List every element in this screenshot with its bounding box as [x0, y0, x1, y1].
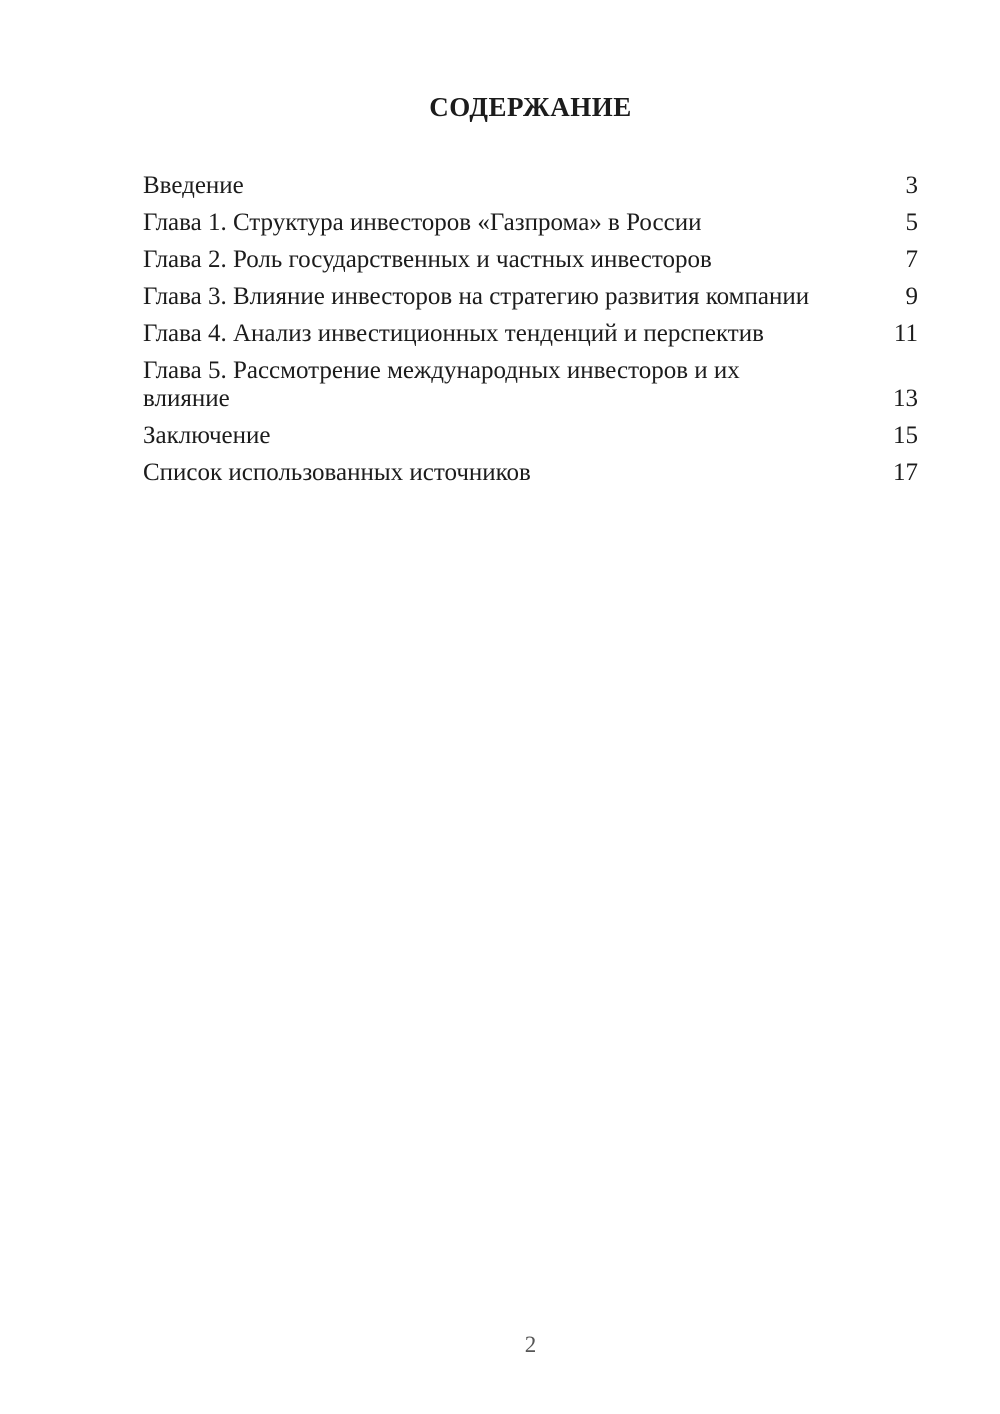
toc-entry — [143, 209, 918, 237]
table-of-contents — [143, 172, 918, 487]
toc-entry — [143, 357, 918, 413]
toc-entry-title: Глава 4. Анализ инвестиционных тенденций и перспектив — [143, 320, 764, 347]
toc-entry — [143, 320, 918, 348]
toc-entry-page: 17 — [893, 459, 918, 486]
toc-entry — [143, 283, 918, 311]
toc-entry — [143, 459, 918, 487]
text-column — [143, 0, 918, 496]
toc-entry-page: 5 — [905, 209, 918, 236]
toc-entry-title: Глава 3. Влияние инвесторов на стратегию развития компании — [143, 283, 810, 310]
toc-entry-title: Введение — [143, 172, 244, 199]
toc-entry-page: 15 — [893, 422, 918, 449]
toc-entry — [143, 422, 918, 450]
toc-entry — [143, 172, 918, 200]
toc-entry-title: Список использованных источников — [143, 459, 531, 486]
toc-entry-page: 7 — [905, 246, 918, 273]
toc-entry-title: Глава 2. Роль государственных и частных инвесторов — [143, 246, 712, 273]
toc-entry — [143, 246, 918, 274]
toc-entry-page: 9 — [905, 283, 918, 310]
toc-entry-page: 13 — [893, 385, 918, 412]
toc-entry-title: Глава 5. Рассмотрение международных инвесторов и их влияние — [143, 357, 740, 412]
toc-entry-page: 3 — [905, 172, 918, 199]
page-title: СОДЕРЖАНИЕ — [429, 92, 632, 122]
toc-entry-title: Глава 1. Структура инвесторов «Газпрома» в России — [143, 209, 702, 236]
toc-entry-page: 11 — [893, 320, 918, 347]
footer-page-number: 2 — [524, 1332, 537, 1357]
toc-entry-title: Заключение — [143, 422, 271, 449]
